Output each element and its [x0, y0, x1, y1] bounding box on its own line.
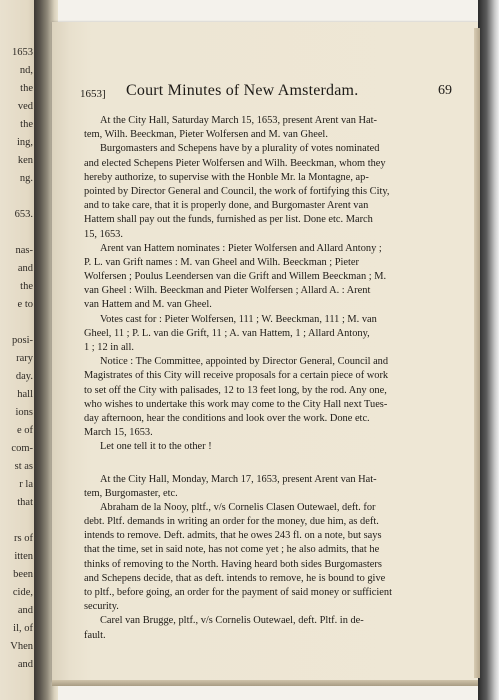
text-line: day afternoon, hear the conditions and look over the work. Done etc.: [84, 412, 370, 424]
left-page-fragment: nas-: [15, 245, 33, 256]
text-line: van Gheel : Wilh. Beeckman and Pieter Wolfersen ; Allard A. : Arent: [84, 285, 371, 297]
minutes-march-17: [84, 473, 446, 643]
left-page-fragment: day.: [15, 371, 33, 382]
left-page-fragment: been: [13, 569, 33, 580]
text-line: Gheel, 11 ; P. L. van die Grift, 11 ; A. van Hattem, 1 ; Allard Antony,: [84, 327, 370, 339]
background-right: [478, 0, 499, 700]
text-line: Let one tell it to the other !: [100, 441, 212, 453]
left-page-fragment: r la: [19, 479, 33, 490]
left-page-fragment: itten: [14, 551, 33, 562]
text-line: P. L. van Grift names : M. van Gheel and Wilh. Beeckman ; Pieter: [84, 256, 359, 268]
left-page-fragment: st as: [14, 461, 33, 472]
left-page-fragment: il, of: [13, 623, 33, 634]
text-line: Burgomasters and Schepens have by a plurality of votes nominated: [100, 143, 380, 155]
text-line: Carel van Brugge, pltf., v/s Cornelis Outewael, deft. Pltf. in de-: [100, 615, 364, 627]
left-page-fragment: 653.: [14, 209, 33, 220]
page-right-edge: [474, 28, 480, 678]
left-page-fragment: the: [20, 83, 33, 94]
text-line: tem, Burgomaster, etc.: [84, 487, 178, 499]
left-page-fragment: Vhen: [10, 641, 33, 652]
text-line: security.: [84, 601, 119, 613]
section-separator: [84, 455, 446, 473]
text-line: thinks of removing to the North. Having heard both sides Burgomasters: [84, 558, 382, 570]
left-page-fragment: com-: [11, 443, 33, 454]
text-line: At the City Hall, Monday, March 17, 1653, present Arent van Hat-: [100, 473, 377, 485]
left-page-fragment: e to: [17, 299, 33, 310]
text-line: 15, 1653.: [84, 228, 123, 240]
page-bottom-edge: [52, 680, 478, 686]
text-line: At the City Hall, Saturday March 15, 1653, present Arent van Hat-: [100, 115, 378, 126]
text-line: and to take care, that it is properly done, and Burgomaster Arent van: [84, 200, 369, 212]
left-page-fragment: nd,: [19, 65, 33, 76]
text-line: who wishes to undertake this work may come to the City Hall next Tues-: [84, 398, 388, 410]
text-line: fault.: [84, 629, 106, 641]
text-line: Votes cast for : Pieter Wolfersen, 111 ; W. Beeckman, 111 ; M. van: [100, 313, 377, 325]
text-line: Arent van Hattem nominates : Pieter Wolfersen and Allard Antony ;: [100, 242, 382, 254]
text-line: to set off the City with palisades, 12 to 13 feet long, by the rod. Any one,: [84, 384, 387, 396]
text-line: Notice : The Committee, appointed by Director General, Council and: [100, 356, 389, 368]
left-page-fragment: [0, 314, 34, 332]
text-line: pointed by Director General and Council, the work of fortifying this City,: [84, 185, 390, 197]
header-title: Court Minutes of New Amsterdam.: [126, 82, 359, 99]
text-line: and elected Schepens Pieter Wolfersen and Wilh. Beeckman, whom they: [84, 157, 386, 169]
left-page-fragment: e of: [16, 425, 33, 436]
left-page-fragment: hall: [17, 389, 33, 400]
left-page-fragment: ing,: [16, 137, 33, 148]
left-page-fragment: the: [20, 281, 33, 292]
text-line: tem, Wilh. Beeckman, Pieter Wolfersen and M. van Gheel.: [84, 129, 328, 141]
text-line: Hattem shall pay out the funds, furnished as per list. Done etc. March: [84, 214, 373, 226]
left-page-fragment: rs of: [14, 533, 33, 544]
text-line: Abraham de la Nooy, pltf., v/s Cornelis Clasen Outewael, deft. for: [100, 501, 376, 513]
text-line: 1 ; 12 in all.: [84, 342, 134, 353]
text-line: Magistrates of this City will receive proposals for a certain piece of work: [84, 370, 389, 382]
text-line: March 15, 1653.: [84, 427, 153, 439]
page-body: [84, 114, 446, 643]
left-page-fragment: and: [17, 605, 33, 616]
left-page-fragment: ken: [17, 155, 33, 166]
left-page-fragment: rary: [16, 353, 33, 364]
left-page-fragment: that: [17, 497, 33, 508]
left-page-text-fragments: [0, 44, 34, 674]
text-line: hereby authorize, to supervise with the Honble Mr. la Montagne, ap-: [84, 171, 369, 183]
left-page-fragment: [0, 512, 34, 530]
minutes-march-15: [84, 114, 446, 455]
left-page-fragment: [0, 188, 34, 206]
text-line: Wolfersen ; Poulus Leendersen van die Grift and Willem Beeckman ; M.: [84, 271, 387, 283]
text-line: to pltf., before going, an order for the payment of said money or sufficient: [84, 587, 392, 598]
text-line: debt. Pltf. demands in writing an order for the money, due him, as deft.: [84, 516, 379, 528]
left-page-fragment: ions: [15, 407, 33, 418]
left-page-fragment: and: [17, 263, 33, 274]
text-line: and Schepens decide, that as deft. intends to remove, he is bound to give: [84, 572, 386, 584]
header-year: 1653]: [80, 88, 106, 100]
text-line: intends to remove. Deft. admits, that he owes 243 fl. on a note, but says: [84, 530, 382, 542]
text-line: that the time, set in said note, has not come yet ; he also admits, that he: [84, 544, 380, 556]
page-number: 69: [438, 83, 452, 98]
text-line: van Hattem and M. van Gheel.: [84, 299, 212, 311]
left-page-fragment: ved: [17, 101, 33, 112]
left-page-fragment: posi-: [12, 335, 33, 346]
left-page-fragment: cide,: [12, 587, 33, 598]
left-page-fragment: and: [17, 659, 33, 670]
left-page-fragment: 1653: [12, 47, 33, 58]
left-page-fragment: [0, 224, 34, 242]
running-header: [76, 82, 456, 106]
left-page-fragment: the: [20, 119, 33, 130]
left-page-fragment: ng.: [19, 173, 33, 184]
